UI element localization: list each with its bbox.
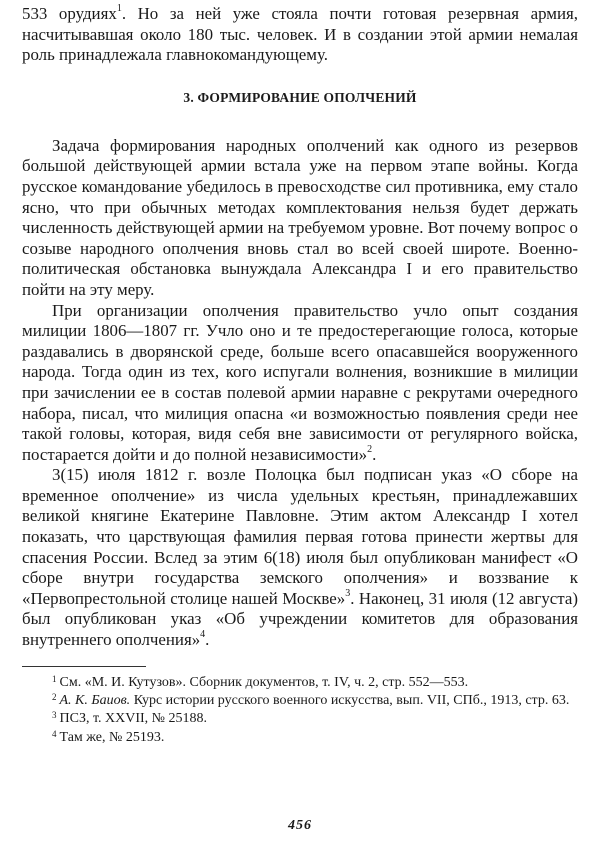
footnote-number: 3 (52, 710, 57, 721)
footnote-2 (22, 692, 578, 710)
footnote-4 (22, 729, 578, 747)
footnote-ref-2[interactable]: 2 (367, 444, 373, 456)
paragraph-2 (22, 301, 578, 466)
footnote-ref-4[interactable]: 4 (200, 629, 206, 641)
continuation-text-after: . Но за ней уже стояла почти готовая резервная армия, насчитывавшая около 180 тыс. человек. И в создании этой армии немалая роль принадлежала главнокомандующему. (22, 4, 578, 65)
paragraph-3-text-c: . (205, 630, 210, 650)
paragraph-1: Задача формирования народных ополчений как одного из резервов большой действующей армии встала уже на первом этапе войны. Когда русское командование убедилось в превосходстве сил противника, ему стало ясно, что при обычных методах комплектования нельзя будет держать численность действующей армии на требуемом уровне. Вот почему вопрос о созыве народного ополчения вновь стал во всей своей широте. Военно-политическая обстановка вынуждала Александра I и его правительство пойти на эту меру. (22, 135, 578, 299)
paragraph-3-text-b: . Наконец, 31 июля (12 августа) был опубликован указ «Об учреждении комитетов для образования внутреннего ополчения» (22, 588, 578, 650)
footnote-text: ПСЗ, т. XXVII, № 25188. (59, 711, 208, 727)
footnote-text: См. «М. И. Кутузов». Сборник документов, т. IV, ч. 2, стр. 552—553. (59, 674, 469, 690)
footnote-3 (22, 710, 578, 728)
footnotes (22, 674, 578, 748)
footnote-number: 4 (52, 728, 57, 739)
footnote-ref-3[interactable]: 3 (345, 588, 351, 600)
footnote-text: Курс истории русского военного искусства, вып. VII, СПб., 1913, стр. 63. (130, 693, 570, 709)
footnote-ref-1[interactable]: 1 (116, 3, 122, 15)
section-heading-wrapper (22, 88, 578, 108)
footnote-text: Там же, № 25193. (59, 729, 165, 745)
page-number: 456 (288, 818, 312, 833)
paragraph-3 (22, 465, 578, 650)
page-body (22, 4, 578, 747)
footnote-author: А. К. Баиов. (59, 693, 131, 709)
paragraph-2-text: При организации ополчения правительство учло опыт создания милиции 1806—1807 гг. Учло оно и те предостерегающие голоса, которые раздавались в дворянской среде, больше всего опасавшейся вооруженного народа. Тогда один из тех, кого испугали волнения, возникшие в милиции при зачислении ее в состав полевой армии наравне с рекрутами очередного набора, писал, что милиция опасна «и возможностью появления среди нее такой головы, которая, видя себя вне зависимости от регулярного войска, постарается дойти и до полной независимости» (22, 300, 578, 464)
section-heading: 3. ФОРМИРОВАНИЕ ОПОЛЧЕНИЙ (183, 89, 417, 105)
footnote-number: 2 (52, 692, 57, 703)
continuation-paragraph (22, 4, 578, 66)
paragraph-3-text-a: 3(15) июля 1812 г. возле Полоцка был подписан указ «О сборе на временное ополчение» из числа удельных крестьян, принадлежавших великой княгине Екатерине Павловне. Этим актом Александр I хотел показать, что царствующая фамилия первая готова принести жертвы для спасения России. Вслед за этим 6(18) июля был опубликован манифест «О сборе внутри государства земского ополчения» и воззвание к «Первопрестольной столице нашей Москве» (22, 465, 578, 608)
footnote-1 (22, 674, 578, 692)
continuation-text: 533 орудиях (22, 4, 117, 23)
footnote-number: 1 (52, 673, 57, 684)
paragraph-2-end: . (372, 444, 377, 464)
footnote-divider (22, 666, 146, 667)
